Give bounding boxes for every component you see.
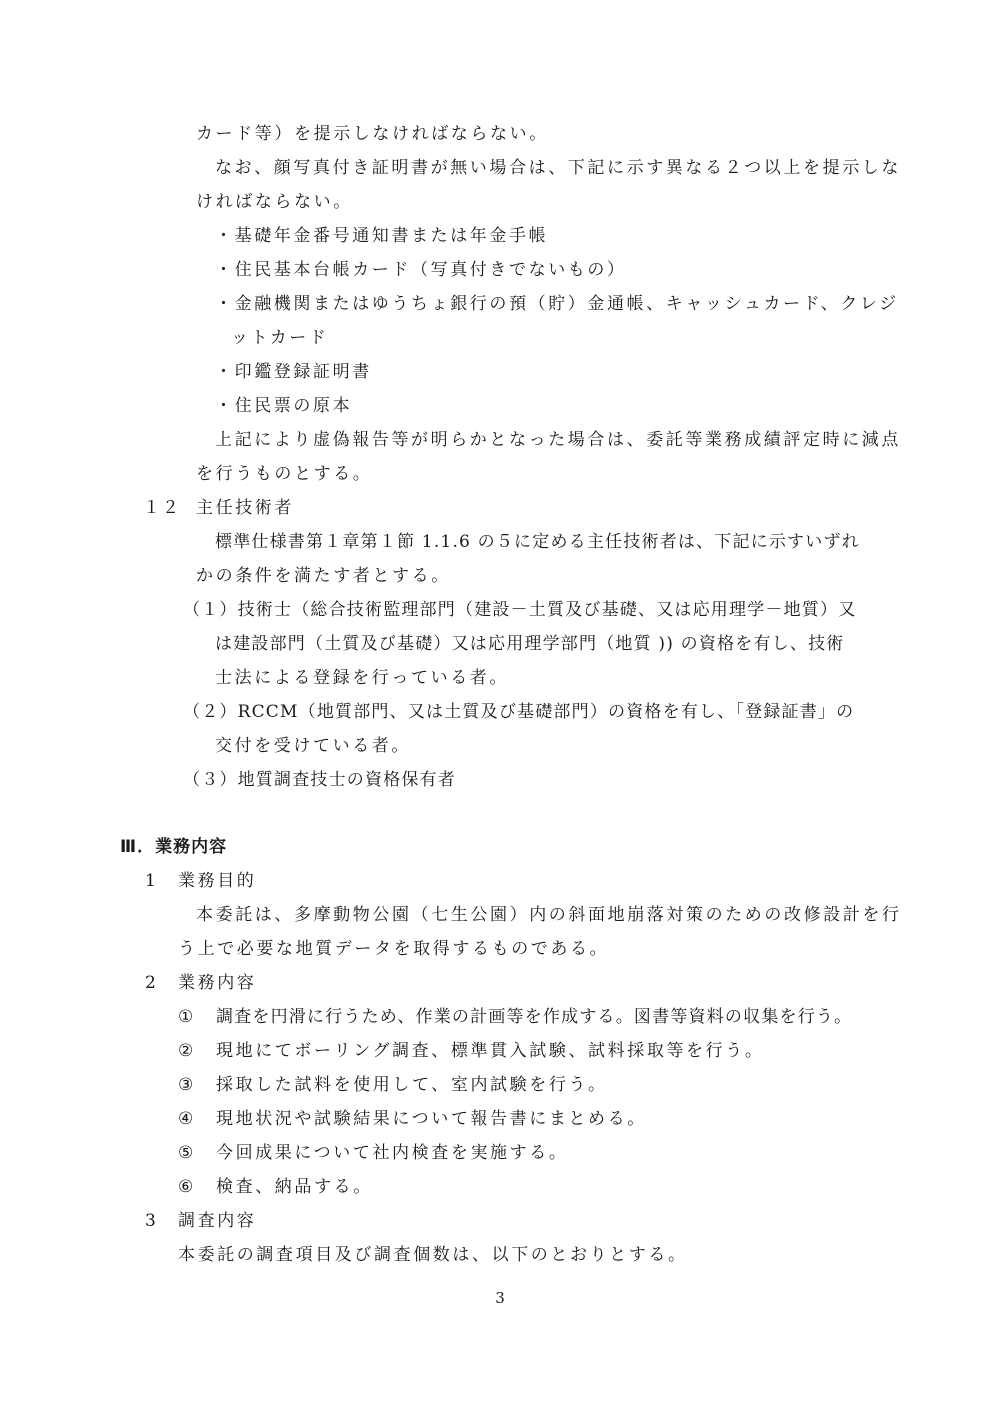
step-text: 採取した試料を使用して、室内試験を行う。 xyxy=(216,1075,608,1095)
item-number: 1 xyxy=(145,871,158,891)
condition-item: （１）技術士（総合技術監理部門（建設－土質及び基礎、又は応用理学－地質）又 xyxy=(183,600,857,620)
step-text: 調査を円滑に行うため、作業の計画等を作成する。図書等資料の収集を行う。 xyxy=(216,1007,853,1027)
body-text-line: 上記により虚偽報告等が明らかとなった場合は、委託等業務成績評定時に減点 xyxy=(215,430,901,450)
condition-item-continuation: は建設部門（土質及び基礎）又は応用理学部門（地質 )) の資格を有し、技術 xyxy=(215,634,845,654)
step-text: 今回成果について社内検査を実施する。 xyxy=(216,1143,569,1163)
page-number: 3 xyxy=(495,1289,505,1307)
step-mark: ④ xyxy=(178,1109,196,1129)
item-title: 業務内容 xyxy=(178,973,257,993)
bullet-item: ・印鑑登録証明書 xyxy=(215,362,372,382)
step-mark: ③ xyxy=(178,1075,196,1095)
body-text-line: なお、顔写真付き証明書が無い場合は、下記に示す異なる２つ以上を提示しな xyxy=(215,158,901,178)
body-text-line: 標準仕様書第１章第１節 1.1.6 の５に定める主任技術者は、下記に示すいずれ xyxy=(215,532,860,552)
body-text-line: 本委託は、多摩動物公園（七生公園）内の斜面地崩落対策のための改修設計を行 xyxy=(196,905,902,925)
bullet-item: ・住民基本台帳カード（写真付きでないもの） xyxy=(215,260,627,280)
step-text: 検査、納品する。 xyxy=(216,1177,373,1197)
step-mark: ② xyxy=(178,1041,196,1061)
body-text-line: かの条件を満たす者とする。 xyxy=(196,566,451,586)
condition-item-continuation: 士法による登録を行っている者。 xyxy=(215,668,509,688)
bullet-item-continuation: ットカード xyxy=(231,328,329,348)
bullet-item: ・金融機関またはゆうちょ銀行の預（貯）金通帳、キャッシュカード、クレジ xyxy=(215,294,899,314)
step-mark: ① xyxy=(178,1007,196,1027)
item-number: 3 xyxy=(145,1211,158,1231)
body-text-line: を行うものとする。 xyxy=(196,464,373,484)
condition-item-continuation: 交付を受けている者。 xyxy=(215,736,411,756)
condition-item: （３）地質調査技士の資格保有者 xyxy=(183,770,456,790)
bullet-item: ・住民票の原本 xyxy=(215,396,353,416)
body-text-line: ければならない。 xyxy=(196,192,353,212)
body-text-line: カード等）を提示しなければならない。 xyxy=(196,124,549,144)
bullet-item: ・基礎年金番号通知書または年金手帳 xyxy=(215,226,549,246)
body-text-line: 本委託の調査項目及び調査個数は、以下のとおりとする。 xyxy=(178,1245,688,1265)
item-title: 調査内容 xyxy=(178,1211,257,1231)
step-text: 現地状況や試験結果について報告書にまとめる。 xyxy=(216,1109,647,1129)
condition-item: （２）RCCM（地質部門、又は土質及び基礎部門）の資格を有し、「登録証書」の xyxy=(183,702,855,722)
item-title: 業務目的 xyxy=(178,871,257,891)
step-mark: ⑤ xyxy=(178,1143,196,1163)
section-heading: Ⅲ．業務内容 xyxy=(120,837,228,857)
item-title: 主任技術者 xyxy=(196,498,294,518)
item-number: １２ xyxy=(143,498,181,518)
step-text: 現地にてボーリング調査、標準貫入試験、試料採取等を行う。 xyxy=(216,1041,765,1061)
step-mark: ⑥ xyxy=(178,1177,196,1197)
body-text-line: う上で必要な地質データを取得するものである。 xyxy=(178,939,610,959)
item-number: 2 xyxy=(145,973,158,993)
